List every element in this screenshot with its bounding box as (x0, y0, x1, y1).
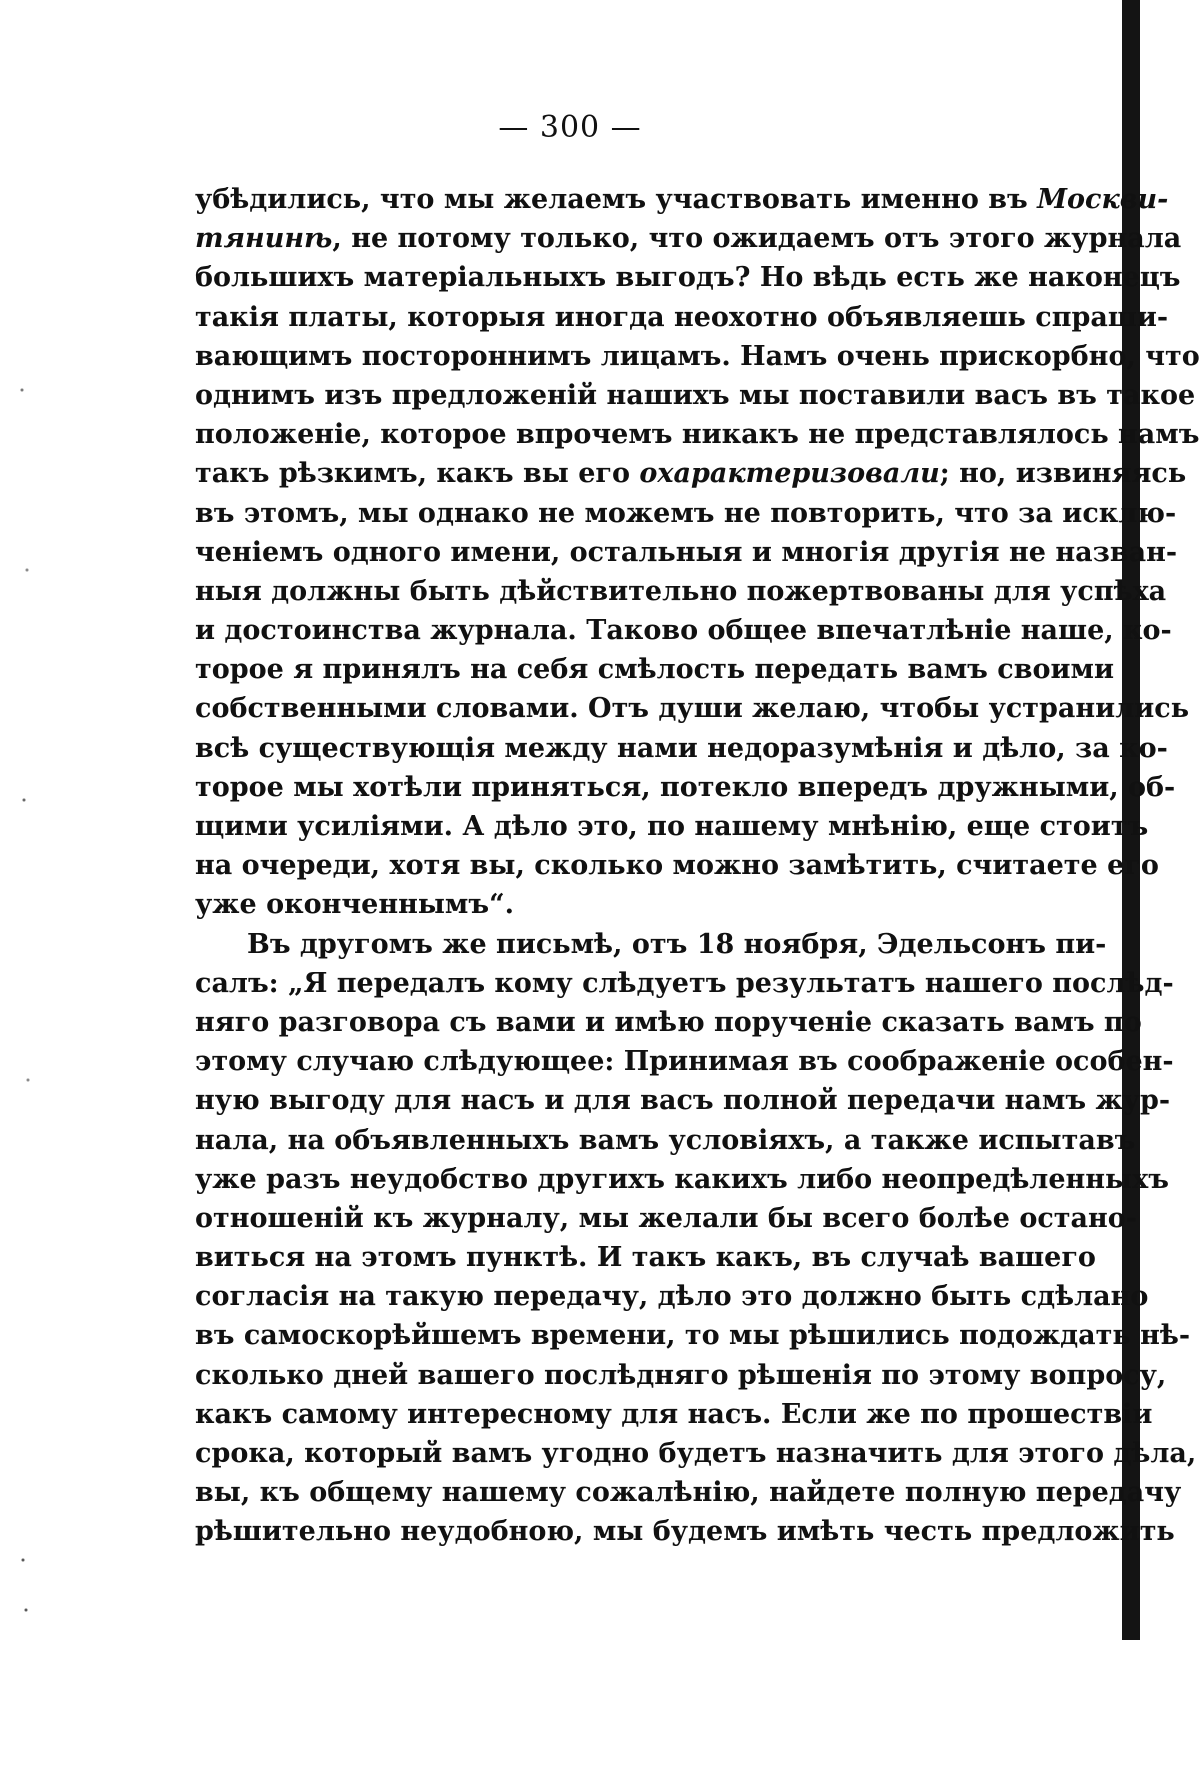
text-line (195, 572, 1167, 611)
text-line (195, 1473, 1182, 1512)
text-line (195, 298, 1169, 337)
text-line (195, 337, 1200, 376)
text-run: сколько дней вашего послѣдняго рѣшенія по этому вопросу, (195, 1359, 1167, 1391)
text-line (195, 964, 1174, 1003)
text-run: вы, къ общему нашему сожалѣнію, найдете полную передачу (195, 1477, 1182, 1509)
text-line (195, 768, 1176, 807)
text-run: Въ другомъ же письмѣ, отъ 18 ноября, Эдельсонъ пи- (247, 928, 1107, 960)
text-line (195, 1512, 1175, 1551)
text-run: ченіемъ одного имени, остальныя и многія другія не назван- (195, 536, 1178, 568)
text-run: ную выгоду для насъ и для васъ полной передачи намъ жур- (195, 1085, 1171, 1117)
italic-text: тянинѣ (195, 223, 333, 255)
text-run: торое я принялъ на себя смѣлость передать вамъ своими (195, 654, 1115, 686)
text-run: однимъ изъ предложеній нашихъ мы поставили васъ въ такое (195, 379, 1196, 411)
text-line (195, 689, 1190, 728)
text-line (195, 454, 1187, 493)
text-run: такъ рѣзкимъ, какъ вы его (195, 458, 640, 490)
text-line (195, 650, 1115, 689)
text-run: какъ самому интересному для насъ. Если же по прошествіи (195, 1398, 1153, 1430)
text-run: на очереди, хотя вы, сколько можно замѣтить, считаете его (195, 850, 1159, 882)
text-run: ; но, извиняясь (939, 458, 1187, 490)
text-run: няго разговора съ вами и имѣю порученіе сказать вамъ по (195, 1006, 1142, 1038)
text-line (195, 925, 1107, 964)
text-line (195, 1121, 1136, 1160)
page-number: — 300 — (498, 110, 642, 145)
text-run: срока, который вамъ угодно будетъ назначить для этого дѣла, (195, 1438, 1197, 1469)
text-run: въ самоскорѣйшемъ времени, то мы рѣшились подождать нѣ- (195, 1320, 1191, 1352)
text-line (195, 219, 1182, 258)
scan-specks (18, 380, 32, 1680)
text-line (195, 1277, 1149, 1316)
text-line (195, 533, 1178, 572)
text-line (195, 1081, 1171, 1120)
text-run: ныя должны быть дѣйствительно пожертвованы для успѣха (195, 575, 1167, 607)
text-run: щими усиліями. А дѣло это, по нашему мнѣнію, еще стоитъ (195, 811, 1149, 842)
text-run: торое мы хотѣли приняться, потекло впередъ дружными, об- (195, 771, 1176, 803)
text-run: вающимъ постороннимъ лицамъ. Намъ очень прискорбно, что (195, 340, 1200, 372)
text-run: положеніе, которое впрочемъ никакъ не представлялось намъ (195, 419, 1200, 451)
text-line (195, 1199, 1137, 1238)
text-line (195, 415, 1200, 454)
text-run: салъ: „Я передалъ кому слѣдуетъ результатъ нашего послѣд- (195, 967, 1174, 999)
text-line (195, 1238, 1096, 1277)
italic-text: Москви- (1037, 184, 1169, 215)
text-line (195, 180, 1169, 219)
text-run: такія платы, которыя иногда неохотно объявляешь спраши- (195, 301, 1169, 333)
text-line (195, 1316, 1191, 1355)
text-run: этому случаю слѣдующее: Принимая въ соображеніе особен- (195, 1046, 1174, 1078)
text-line (195, 1003, 1142, 1042)
text-run: собственными словами. Отъ души желаю, чтобы устранились (195, 693, 1190, 725)
text-line (195, 1042, 1174, 1081)
text-run: отношеній къ журналу, мы желали бы всего болѣе остано- (195, 1202, 1137, 1234)
text-run: въ этомъ, мы однако не можемъ не повторить, что за исклю- (195, 497, 1177, 529)
text-line (195, 885, 1000, 924)
text-line (195, 258, 1181, 297)
text-line (195, 376, 1196, 415)
text-run: согласія на такую передачу, дѣло это должно быть сдѣлано (195, 1281, 1149, 1313)
text-line (195, 1160, 1169, 1199)
text-run: и достоинства журнала. Таково общее впечатлѣніе наше, ко- (195, 615, 1172, 647)
text-run: рѣшительно неудобною, мы будемъ имѣть честь предложить (195, 1516, 1175, 1548)
text-run: нала, на объявленныхъ вамъ условіяхъ, а также испытавъ (195, 1124, 1136, 1156)
text-line (195, 846, 1159, 885)
text-line (195, 494, 1177, 533)
text-run: убѣдились, что мы желаемъ участвовать именно въ (195, 184, 1038, 215)
text-run: , не потому только, что ожидаемъ отъ этого журнала (332, 223, 1182, 255)
text-run: уже разъ неудобство другихъ какихъ либо неопредѣленныхъ (195, 1163, 1169, 1195)
text-run: виться на этомъ пунктѣ. И такъ какъ, въ случаѣ вашего (195, 1242, 1096, 1274)
text-run: уже оконченнымъ“. (195, 889, 515, 921)
italic-text: охарактеризовали (639, 458, 940, 490)
text-line (195, 807, 1149, 846)
text-line (195, 729, 1168, 768)
text-line (195, 1395, 1153, 1434)
text-line (195, 611, 1172, 650)
text-run: большихъ матеріальныхъ выгодъ? Но вѣдь есть же наконецъ (195, 262, 1181, 294)
text-line (195, 1356, 1167, 1395)
text-run: всѣ существующія между нами недоразумѣнія и дѣло, за ко- (195, 732, 1168, 764)
body-text (195, 180, 1200, 1552)
text-line (195, 1434, 1197, 1473)
